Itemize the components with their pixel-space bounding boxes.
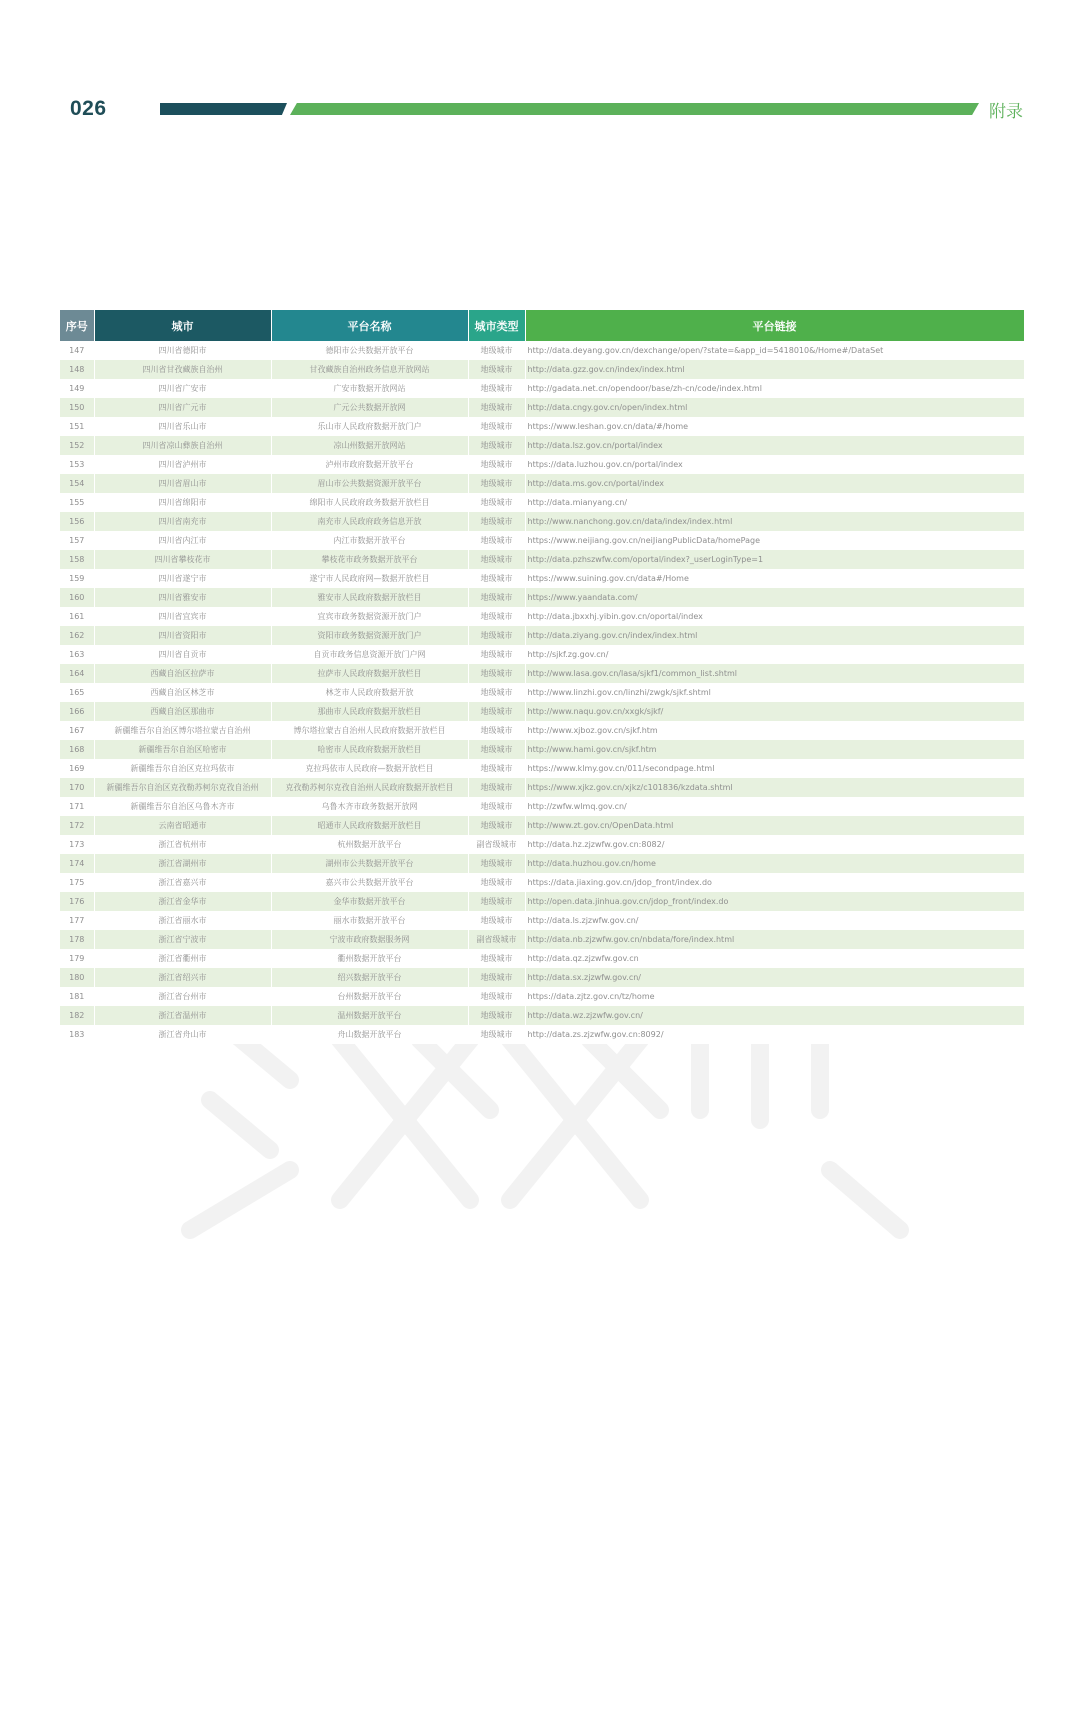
- table-row: [60, 911, 1024, 930]
- cell-city-type: 地级城市: [468, 455, 525, 474]
- cell-platform-url[interactable]: http://data.lsz.gov.cn/portal/index: [525, 436, 1024, 455]
- cell-city: 浙江省湖州市: [94, 854, 271, 873]
- cell-platform-name: 广安市数据开放网站: [271, 379, 468, 398]
- cell-platform-url[interactable]: https://data.zjtz.gov.cn/tz/home: [525, 987, 1024, 1006]
- cell-city-type: 地级城市: [468, 911, 525, 930]
- cell-platform-url[interactable]: http://open.data.jinhua.gov.cn/jdop_front/index.do: [525, 892, 1024, 911]
- cell-city: 西藏自治区拉萨市: [94, 664, 271, 683]
- cell-city: 四川省自贡市: [94, 645, 271, 664]
- table-row: [60, 968, 1024, 987]
- cell-city: 新疆维吾尔自治区克拉玛依市: [94, 759, 271, 778]
- cell-city: 新疆维吾尔自治区克孜勒苏柯尔克孜自治州: [94, 778, 271, 797]
- cell-city: 浙江省衢州市: [94, 949, 271, 968]
- cell-city: 四川省绵阳市: [94, 493, 271, 512]
- cell-seq: 152: [60, 436, 94, 455]
- header-decorative-bar: [160, 103, 979, 115]
- cell-city-type: 地级城市: [468, 569, 525, 588]
- cell-city: 浙江省温州市: [94, 1006, 271, 1025]
- cell-platform-name: 林芝市人民政府数据开放: [271, 683, 468, 702]
- cell-city: 浙江省杭州市: [94, 835, 271, 854]
- cell-city-type: 地级城市: [468, 531, 525, 550]
- cell-platform-url[interactable]: http://data.cngy.gov.cn/open/index.html: [525, 398, 1024, 417]
- cell-seq: 165: [60, 683, 94, 702]
- cell-city-type: 地级城市: [468, 607, 525, 626]
- cell-platform-name: 自贡市政务信息资源开放门户网: [271, 645, 468, 664]
- cell-platform-url[interactable]: http://data.sx.zjzwfw.gov.cn/: [525, 968, 1024, 987]
- cell-city: 四川省攀枝花市: [94, 550, 271, 569]
- cell-city-type: 地级城市: [468, 721, 525, 740]
- table-row: [60, 379, 1024, 398]
- header-bar-dark-segment: [160, 103, 287, 115]
- cell-platform-name: 丽水市数据开放平台: [271, 911, 468, 930]
- cell-city-type: 地级城市: [468, 797, 525, 816]
- table-row: [60, 607, 1024, 626]
- table-row: [60, 702, 1024, 721]
- cell-city: 浙江省丽水市: [94, 911, 271, 930]
- cell-city-type: 地级城市: [468, 949, 525, 968]
- cell-city: 四川省宜宾市: [94, 607, 271, 626]
- cell-seq: 156: [60, 512, 94, 531]
- cell-city: 四川省雅安市: [94, 588, 271, 607]
- cell-platform-url[interactable]: http://data.hz.zjzwfw.gov.cn:8082/: [525, 835, 1024, 854]
- page-number: 026: [70, 97, 107, 120]
- table-row: [60, 797, 1024, 816]
- table-row: [60, 474, 1024, 493]
- cell-seq: 155: [60, 493, 94, 512]
- cell-city: 四川省广元市: [94, 398, 271, 417]
- cell-seq: 181: [60, 987, 94, 1006]
- column-header-platform-name: 平台名称: [271, 310, 468, 341]
- cell-city-type: 地级城市: [468, 341, 525, 360]
- cell-platform-name: 湖州市公共数据开放平台: [271, 854, 468, 873]
- cell-platform-name: 内江市数据开放平台: [271, 531, 468, 550]
- table-row: [60, 949, 1024, 968]
- cell-city: 浙江省绍兴市: [94, 968, 271, 987]
- cell-city-type: 地级城市: [468, 873, 525, 892]
- cell-city: 浙江省台州市: [94, 987, 271, 1006]
- cell-platform-url[interactable]: http://data.nb.zjzwfw.gov.cn/nbdata/fore/index.html: [525, 930, 1024, 949]
- cell-city-type: 地级城市: [468, 987, 525, 1006]
- cell-city: 新疆维吾尔自治区博尔塔拉蒙古自治州: [94, 721, 271, 740]
- table-row: [60, 892, 1024, 911]
- cell-seq: 175: [60, 873, 94, 892]
- cell-seq: 160: [60, 588, 94, 607]
- cell-platform-name: 宜宾市政务数据资源开放门户: [271, 607, 468, 626]
- cell-platform-url[interactable]: http://zwfw.wlmq.gov.cn/: [525, 797, 1024, 816]
- cell-platform-url[interactable]: https://www.neijiang.gov.cn/neiJiangPublicData/homePage: [525, 531, 1024, 550]
- cell-platform-name: 克孜勒苏柯尔克孜自治州人民政府数据开放栏目: [271, 778, 468, 797]
- column-header-platform-url: 平台链接: [525, 310, 1024, 341]
- cell-platform-name: 凉山州数据开放网站: [271, 436, 468, 455]
- cell-seq: 162: [60, 626, 94, 645]
- cell-platform-name: 博尔塔拉蒙古自治州人民政府数据开放栏目: [271, 721, 468, 740]
- cell-platform-url[interactable]: http://www.zt.gov.cn/OpenData.html: [525, 816, 1024, 835]
- cell-platform-name: 嘉兴市公共数据开放平台: [271, 873, 468, 892]
- cell-city-type: 地级城市: [468, 702, 525, 721]
- cell-seq: 180: [60, 968, 94, 987]
- cell-platform-url[interactable]: http://www.xjboz.gov.cn/sjkf.htm: [525, 721, 1024, 740]
- cell-city-type: 地级城市: [468, 360, 525, 379]
- cell-platform-name: 甘孜藏族自治州政务信息开放网站: [271, 360, 468, 379]
- cell-platform-name: 舟山数据开放平台: [271, 1025, 468, 1044]
- cell-seq: 157: [60, 531, 94, 550]
- cell-city: 浙江省舟山市: [94, 1025, 271, 1044]
- table-row: [60, 835, 1024, 854]
- cell-seq: 166: [60, 702, 94, 721]
- cell-city-type: 地级城市: [468, 626, 525, 645]
- cell-city-type: 地级城市: [468, 816, 525, 835]
- cell-city-type: 地级城市: [468, 379, 525, 398]
- cell-city-type: 地级城市: [468, 550, 525, 569]
- cell-seq: 150: [60, 398, 94, 417]
- cell-city-type: 地级城市: [468, 1006, 525, 1025]
- cell-platform-name: 泸州市政府数据开放平台: [271, 455, 468, 474]
- cell-platform-name: 克拉玛依市人民政府—数据开放栏目: [271, 759, 468, 778]
- cell-platform-url[interactable]: https://data.luzhou.gov.cn/portal/index: [525, 455, 1024, 474]
- table-row: [60, 1006, 1024, 1025]
- cell-city-type: 地级城市: [468, 493, 525, 512]
- cell-platform-name: 衢州数据开放平台: [271, 949, 468, 968]
- cell-city: 浙江省嘉兴市: [94, 873, 271, 892]
- cell-platform-url[interactable]: http://www.hami.gov.cn/sjkf.htm: [525, 740, 1024, 759]
- cell-city-type: 地级城市: [468, 854, 525, 873]
- cell-city: 四川省凉山彝族自治州: [94, 436, 271, 455]
- table-row: [60, 341, 1024, 360]
- cell-city: 四川省甘孜藏族自治州: [94, 360, 271, 379]
- table-row: [60, 778, 1024, 797]
- cell-platform-name: 资阳市政务数据资源开放门户: [271, 626, 468, 645]
- cell-city-type: 地级城市: [468, 417, 525, 436]
- cell-city: 四川省广安市: [94, 379, 271, 398]
- cell-platform-url[interactable]: http://data.mianyang.cn/: [525, 493, 1024, 512]
- cell-city-type: 地级城市: [468, 645, 525, 664]
- cell-platform-url[interactable]: http://www.nanchong.gov.cn/data/index/index.html: [525, 512, 1024, 531]
- cell-platform-url[interactable]: http://data.ziyang.gov.cn/index/index.html: [525, 626, 1024, 645]
- cell-platform-name: 广元公共数据开放网: [271, 398, 468, 417]
- cell-seq: 149: [60, 379, 94, 398]
- cell-platform-url[interactable]: http://data.zs.zjzwfw.gov.cn:8092/: [525, 1025, 1024, 1044]
- table-row: [60, 455, 1024, 474]
- cell-platform-url[interactable]: https://www.suining.gov.cn/data#/Home: [525, 569, 1024, 588]
- cell-city: 四川省南充市: [94, 512, 271, 531]
- cell-seq: 158: [60, 550, 94, 569]
- cell-platform-url[interactable]: https://www.yaandata.com/: [525, 588, 1024, 607]
- table-header-row: [60, 310, 1024, 341]
- cell-city: 四川省遂宁市: [94, 569, 271, 588]
- cell-platform-name: 乌鲁木齐市政务数据开放网: [271, 797, 468, 816]
- cell-platform-url[interactable]: http://www.naqu.gov.cn/xxgk/sjkf/: [525, 702, 1024, 721]
- column-header-seq: 序号: [60, 310, 94, 341]
- cell-city-type: 地级城市: [468, 683, 525, 702]
- cell-platform-url[interactable]: http://data.wz.zjzwfw.gov.cn/: [525, 1006, 1024, 1025]
- cell-platform-url[interactable]: http://www.linzhi.gov.cn/linzhi/zwgk/sjkf.shtml: [525, 683, 1024, 702]
- section-label: 附录: [989, 102, 1023, 122]
- table-row: [60, 740, 1024, 759]
- cell-seq: 171: [60, 797, 94, 816]
- cell-platform-name: 乐山市人民政府数据开放门户: [271, 417, 468, 436]
- cell-seq: 176: [60, 892, 94, 911]
- cell-city-type: 地级城市: [468, 968, 525, 987]
- watermark-logo-icon: [170, 1010, 910, 1240]
- cell-seq: 159: [60, 569, 94, 588]
- cell-platform-url[interactable]: http://gadata.net.cn/opendoor/base/zh-cn/code/index.html: [525, 379, 1024, 398]
- cell-platform-name: 宁波市政府数据服务网: [271, 930, 468, 949]
- cell-seq: 163: [60, 645, 94, 664]
- cell-city: 浙江省宁波市: [94, 930, 271, 949]
- cell-platform-name: 昭通市人民政府数据开放栏目: [271, 816, 468, 835]
- cell-city-type: 副省级城市: [468, 930, 525, 949]
- cell-city-type: 地级城市: [468, 740, 525, 759]
- cell-seq: 173: [60, 835, 94, 854]
- cell-platform-url[interactable]: http://sjkf.zg.gov.cn/: [525, 645, 1024, 664]
- cell-seq: 147: [60, 341, 94, 360]
- cell-seq: 174: [60, 854, 94, 873]
- cell-city-type: 地级城市: [468, 892, 525, 911]
- cell-platform-url[interactable]: https://www.klmy.gov.cn/011/secondpage.html: [525, 759, 1024, 778]
- cell-platform-url[interactable]: http://data.gzz.gov.cn/index/index.html: [525, 360, 1024, 379]
- cell-platform-name: 攀枝花市政务数据开放平台: [271, 550, 468, 569]
- cell-platform-name: 温州数据开放平台: [271, 1006, 468, 1025]
- cell-seq: 168: [60, 740, 94, 759]
- cell-city: 四川省资阳市: [94, 626, 271, 645]
- cell-city-type: 地级城市: [468, 474, 525, 493]
- cell-platform-url[interactable]: https://www.leshan.gov.cn/data/#/home: [525, 417, 1024, 436]
- cell-seq: 169: [60, 759, 94, 778]
- cell-seq: 161: [60, 607, 94, 626]
- cell-platform-url[interactable]: http://data.deyang.gov.cn/dexchange/open/?state=&app_id=5418010&/Home#/DataSet: [525, 341, 1024, 360]
- cell-seq: 153: [60, 455, 94, 474]
- cell-city: 四川省眉山市: [94, 474, 271, 493]
- table-row: [60, 626, 1024, 645]
- cell-seq: 148: [60, 360, 94, 379]
- cell-city-type: 地级城市: [468, 588, 525, 607]
- cell-city-type: 副省级城市: [468, 835, 525, 854]
- table-row: [60, 721, 1024, 740]
- cell-city-type: 地级城市: [468, 436, 525, 455]
- cell-platform-url[interactable]: http://data.ls.zjzwfw.gov.cn/: [525, 911, 1024, 930]
- cell-platform-url[interactable]: http://data.huzhou.gov.cn/home: [525, 854, 1024, 873]
- cell-city: 云南省昭通市: [94, 816, 271, 835]
- cell-city: 四川省泸州市: [94, 455, 271, 474]
- cell-seq: 151: [60, 417, 94, 436]
- cell-platform-name: 金华市数据开放平台: [271, 892, 468, 911]
- cell-platform-name: 拉萨市人民政府数据开放栏目: [271, 664, 468, 683]
- cell-city-type: 地级城市: [468, 664, 525, 683]
- cell-seq: 164: [60, 664, 94, 683]
- cell-platform-name: 雅安市人民政府数据开放栏目: [271, 588, 468, 607]
- table-row: [60, 569, 1024, 588]
- cell-platform-name: 哈密市人民政府数据开放栏目: [271, 740, 468, 759]
- header-bar-green-segment: [290, 103, 979, 115]
- table-row: [60, 683, 1024, 702]
- cell-city: 西藏自治区林芝市: [94, 683, 271, 702]
- cell-city-type: 地级城市: [468, 759, 525, 778]
- table-row: [60, 531, 1024, 550]
- table-row: [60, 664, 1024, 683]
- table-row: [60, 493, 1024, 512]
- cell-seq: 154: [60, 474, 94, 493]
- cell-seq: 183: [60, 1025, 94, 1044]
- cell-city-type: 地级城市: [468, 512, 525, 531]
- column-header-city: 城市: [94, 310, 271, 341]
- cell-platform-url[interactable]: http://data.ms.gov.cn/portal/index: [525, 474, 1024, 493]
- cell-city: 四川省内江市: [94, 531, 271, 550]
- cell-platform-name: 那曲市人民政府数据开放栏目: [271, 702, 468, 721]
- open-data-platform-table: [60, 310, 1025, 1044]
- cell-platform-name: 杭州数据开放平台: [271, 835, 468, 854]
- cell-city: 新疆维吾尔自治区哈密市: [94, 740, 271, 759]
- table-row: [60, 398, 1024, 417]
- cell-platform-name: 眉山市公共数据资源开放平台: [271, 474, 468, 493]
- cell-platform-url[interactable]: http://data.qz.zjzwfw.gov.cn: [525, 949, 1024, 968]
- cell-platform-name: 台州数据开放平台: [271, 987, 468, 1006]
- table-row: [60, 873, 1024, 892]
- cell-seq: 170: [60, 778, 94, 797]
- cell-platform-name: 绵阳市人民政府政务数据开放栏目: [271, 493, 468, 512]
- cell-seq: 182: [60, 1006, 94, 1025]
- table-row: [60, 512, 1024, 531]
- cell-city: 新疆维吾尔自治区乌鲁木齐市: [94, 797, 271, 816]
- table-row: [60, 417, 1024, 436]
- table-row: [60, 550, 1024, 569]
- cell-city: 四川省德阳市: [94, 341, 271, 360]
- table-row: [60, 987, 1024, 1006]
- cell-platform-name: 德阳市公共数据开放平台: [271, 341, 468, 360]
- table-row: [60, 759, 1024, 778]
- column-header-city-type: 城市类型: [468, 310, 525, 341]
- cell-seq: 178: [60, 930, 94, 949]
- table-row: [60, 645, 1024, 664]
- cell-city-type: 地级城市: [468, 778, 525, 797]
- cell-city-type: 地级城市: [468, 398, 525, 417]
- table-row: [60, 588, 1024, 607]
- cell-platform-name: 遂宁市人民政府网—数据开放栏目: [271, 569, 468, 588]
- cell-platform-url[interactable]: http://www.lasa.gov.cn/lasa/sjkf1/common_list.shtml: [525, 664, 1024, 683]
- cell-platform-name: 南充市人民政府政务信息开放: [271, 512, 468, 531]
- table-row: [60, 930, 1024, 949]
- cell-platform-url[interactable]: http://data.pzhszwfw.com/oportal/index?_userLoginType=1: [525, 550, 1024, 569]
- cell-platform-url[interactable]: https://www.xjkz.gov.cn/xjkz/c101836/kzdata.shtml: [525, 778, 1024, 797]
- cell-platform-name: 绍兴数据开放平台: [271, 968, 468, 987]
- table-row: [60, 436, 1024, 455]
- cell-seq: 167: [60, 721, 94, 740]
- table-row: [60, 816, 1024, 835]
- cell-seq: 179: [60, 949, 94, 968]
- cell-city: 西藏自治区那曲市: [94, 702, 271, 721]
- cell-seq: 172: [60, 816, 94, 835]
- table-row: [60, 854, 1024, 873]
- table-row: [60, 1025, 1024, 1044]
- table-row: [60, 360, 1024, 379]
- cell-city: 四川省乐山市: [94, 417, 271, 436]
- cell-seq: 177: [60, 911, 94, 930]
- cell-city-type: 地级城市: [468, 1025, 525, 1044]
- cell-city: 浙江省金华市: [94, 892, 271, 911]
- cell-platform-url[interactable]: http://data.jbxxhj.yibin.gov.cn/oportal/index: [525, 607, 1024, 626]
- cell-platform-url[interactable]: https://data.jiaxing.gov.cn/jdop_front/index.do: [525, 873, 1024, 892]
